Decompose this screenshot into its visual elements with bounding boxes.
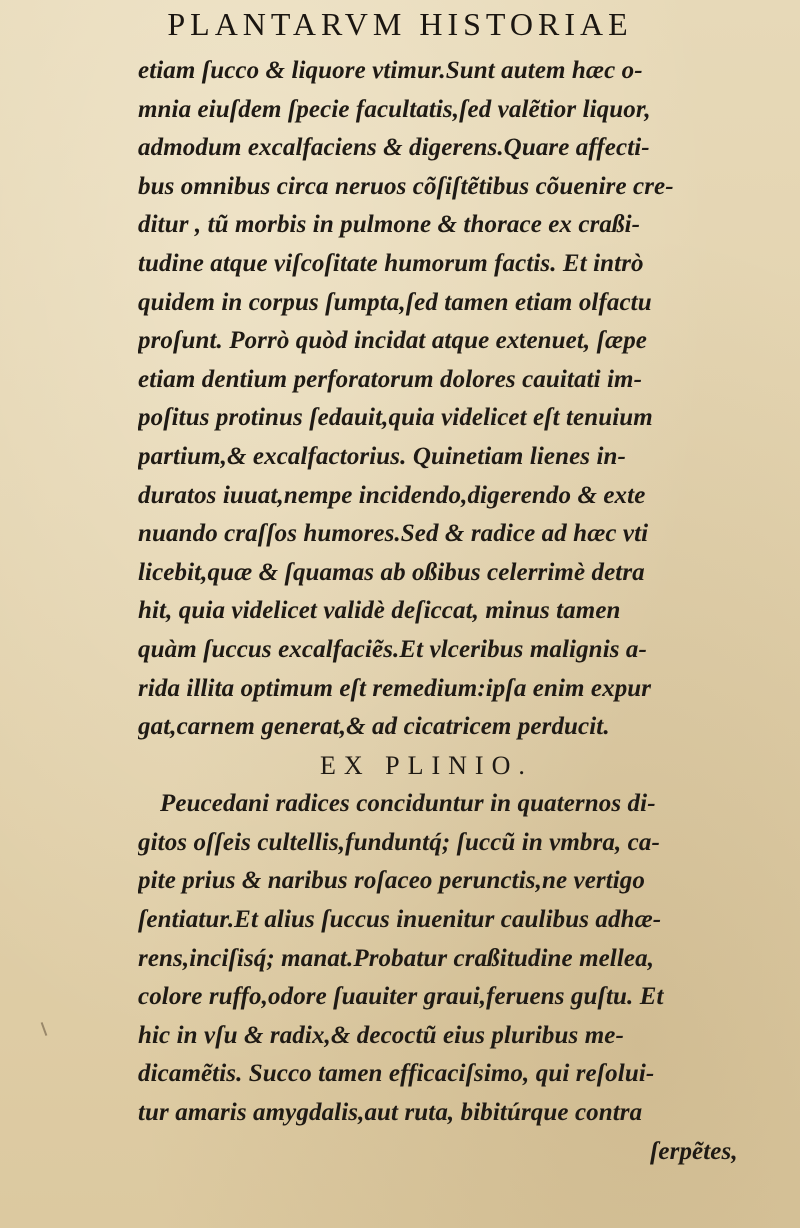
text-line: quidem in corpus ſumpta,ſed tamen etiam olfactu [138,288,652,316]
running-head: PLANTARVM HISTORIAE [167,6,633,42]
text-line: gitos oſſeis cultellis,funduntq́; ſuccũ in vmbra, ca- [138,828,660,856]
text-line: licebit,quæ & ſquamas ab oßibus celerrimè detra [138,558,645,586]
text-line: colore ruffo,odore ſuauiter graui,feruens guſtu. Et [138,983,664,1011]
text-line: poſitus protinus ſedauit,quia videlicet eſt tenuium [138,404,653,432]
text-line: nuando craſſos humores.Sed & radice ad hæc vti [138,520,649,548]
text-line: duratos iuuat,nempe incidendo,digerendo & exte [138,481,646,509]
text-line: hit, quia videlicet validè deſiccat, minus tamen [138,597,621,625]
text-line: Peucedani radices conciduntur in quaternos di- [160,790,656,818]
margin-mark [41,1022,48,1036]
text-line: gat,carnem generat,& ad cicatricem perducit. [138,713,610,741]
text-line: pite prius & naribus roſaceo perunctis,ne vertigo [138,867,646,895]
text-line: quàm ſuccus excalfaciẽs.Et vlceribus malignis a- [138,635,647,663]
text-line: mnia eiuſdem ſpecie facultatis,ſed valẽtior liquor, [138,95,651,123]
text-line: etiam dentium perforatorum dolores cauitati im- [138,365,643,393]
text-line: ſentiatur.Et alius ſuccus inuenitur caulibus adhæ- [138,906,662,934]
text-line: ditur , tũ morbis in pulmone & thorace ex craßi- [138,211,641,239]
text-line: admodum excalfaciens & digerens.Quare affecti- [138,134,650,162]
text-line: bus omnibus circa neruos cõſiſtẽtibus cõuenire cre- [138,172,674,200]
section-heading: EX PLINIO. [320,750,533,780]
text-line: hic in vſu & radix,& decoctũ eius pluribus me- [138,1021,624,1049]
text-line: tur amaris amygdalis,aut ruta, bibitúrque contra [138,1099,643,1127]
text-line: rida illita optimum eſt remedium:ipſa enim expur [138,674,652,702]
text-line: proſunt. Porrò quòd incidat atque extenuet, ſæpe [138,327,647,355]
text-line: rens,inciſisq́; manat.Probatur craßitudine mellea, [138,944,655,972]
text-line: ſerpẽtes, [650,1137,738,1165]
text-line: etiam ſucco & liquore vtimur.Sunt autem hæc o- [138,57,643,84]
text-line: dicamẽtis. Succo tamen efficaciſsimo, qui reſolui- [138,1060,655,1088]
text-line: partium,& excalfactorius. Quinetiam lienes in- [138,442,626,470]
text-line: tudine atque viſcoſitate humorum factis. Et intrò [138,249,644,277]
body-text [138,52,778,1171]
